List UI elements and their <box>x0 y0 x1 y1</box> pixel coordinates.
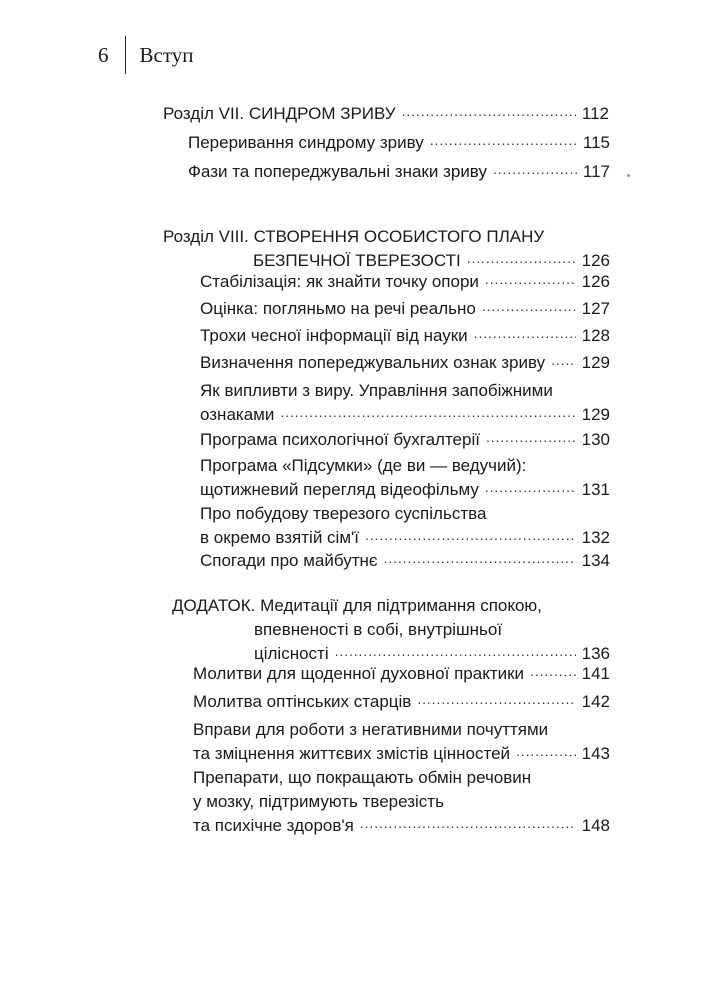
toc-item[interactable] <box>193 690 610 714</box>
running-title: Вступ <box>139 42 194 67</box>
page-number: 6 <box>98 42 109 67</box>
toc-page-number: 128 <box>581 326 610 345</box>
toc-page-number: 134 <box>581 551 610 570</box>
toc-title: Фази та попереджувальні знаки зриву <box>188 162 487 181</box>
toc-line <box>193 662 610 686</box>
toc-title: Оцінка: погляньмо на речі реально <box>200 299 476 318</box>
toc-title: Спогади про майбутнє <box>200 551 378 570</box>
toc-line <box>200 324 610 348</box>
toc-title: Розділ VII. СИНДРОМ ЗРИВУ <box>163 104 396 123</box>
toc-title: Стабілізація: як знайти точку опори <box>200 272 479 291</box>
dot-leader <box>551 348 576 372</box>
toc-page-number: 141 <box>581 664 610 683</box>
toc-page-number: 117 <box>582 162 610 181</box>
toc-line <box>193 814 610 838</box>
toc-title: БЕЗПЕЧНОЇ ТВЕРЕЗОСТІ <box>253 251 461 270</box>
dot-leader <box>485 267 576 291</box>
toc-page-number: 143 <box>581 744 610 763</box>
toc-line <box>193 690 610 714</box>
toc-title: Програма психологічної бухгалтерії <box>200 430 480 449</box>
toc-title: Визначення попереджувальних ознак зриву <box>200 353 546 372</box>
toc-item[interactable] <box>200 454 610 502</box>
toc-line <box>200 270 610 294</box>
toc-title: Трохи чесної інформації від науки <box>200 326 468 345</box>
dot-leader <box>474 321 576 345</box>
dot-leader <box>360 811 576 835</box>
toc-item[interactable] <box>200 428 610 452</box>
dot-leader <box>486 425 576 449</box>
toc-line <box>188 131 610 155</box>
toc-line <box>193 742 610 766</box>
toc-title-line: Як випливти з виру. Управління запобіжними <box>200 381 553 400</box>
dot-leader <box>280 400 575 424</box>
toc-line <box>200 478 610 502</box>
toc-item[interactable] <box>188 131 610 155</box>
toc-title: Переривання синдрому зриву <box>188 133 424 152</box>
toc-chapter-7[interactable] <box>163 102 609 126</box>
toc-line <box>200 549 610 573</box>
dot-leader <box>402 99 576 123</box>
toc-title: та психічне здоров'я <box>193 816 354 835</box>
toc-page-number: 126 <box>581 272 610 291</box>
toc-title-line: у мозку, підтримують тверезість <box>193 792 444 811</box>
toc-page-number: 136 <box>581 644 610 663</box>
toc-line <box>188 160 610 184</box>
toc-title: Молитва оптінських старців <box>193 692 412 711</box>
dot-leader <box>482 294 576 318</box>
toc-item[interactable] <box>200 502 610 550</box>
toc-line <box>200 403 610 427</box>
toc-page-number: 142 <box>581 692 610 711</box>
dot-leader <box>485 475 576 499</box>
toc-line <box>200 351 610 375</box>
toc-title: ознаками <box>200 405 275 424</box>
toc-page-number: 131 <box>581 480 610 499</box>
toc-item[interactable] <box>200 297 610 321</box>
toc-line <box>200 428 610 452</box>
dot-leader <box>530 659 576 683</box>
toc-item[interactable] <box>200 549 610 573</box>
toc-item[interactable] <box>200 324 610 348</box>
toc-title: в окремо взятій сім'ї <box>200 528 359 547</box>
toc-line <box>200 297 610 321</box>
toc-title: Молитви для щоденної духовної практики <box>193 664 525 683</box>
dot-leader <box>516 739 576 763</box>
toc-page-number: 112 <box>581 104 609 123</box>
toc-title-line: ДОДАТОК. Медитації для підтримання спокою, <box>172 596 542 615</box>
toc-item[interactable] <box>193 766 610 838</box>
toc-line <box>163 102 609 126</box>
toc-item[interactable] <box>200 379 610 427</box>
dot-leader <box>417 687 575 711</box>
toc-title: цілісності <box>254 644 329 663</box>
toc-page-number: 130 <box>581 430 610 449</box>
toc-title-line: Програма «Підсумки» (де ви — ведучий): <box>200 456 527 475</box>
toc-page-number: 132 <box>581 528 610 547</box>
toc-appendix[interactable] <box>172 594 610 666</box>
dot-leader <box>493 157 577 181</box>
toc-title-line: Препарати, що покращають обмін речовин <box>193 768 532 787</box>
toc-page-number: 126 <box>581 251 610 270</box>
toc-page-number: 127 <box>581 299 610 318</box>
toc-item[interactable] <box>193 662 610 686</box>
toc-page-number: 129 <box>581 405 610 424</box>
toc-item[interactable] <box>193 718 610 766</box>
toc-page-number: 129 <box>581 353 610 372</box>
dot-leader <box>430 128 577 152</box>
toc-title-line: впевненості в собі, внутрішньої <box>254 620 503 639</box>
toc-item[interactable] <box>200 351 610 375</box>
toc-title: та зміцнення життєвих змістів цінностей <box>193 744 511 763</box>
toc-page-number: 148 <box>581 816 610 835</box>
toc-title-line: Розділ VIII. СТВОРЕННЯ ОСОБИСТОГО ПЛАНУ <box>163 227 545 246</box>
toc-item[interactable] <box>200 270 610 294</box>
toc-title-line: Вправи для роботи з негативними почуттями <box>193 720 549 739</box>
toc-title-line: Про побудову тверезого суспільства <box>200 504 487 523</box>
dot-leader <box>365 523 576 547</box>
toc-item[interactable] <box>188 160 610 184</box>
toc-title: щотижневий перегляд відеофільму <box>200 480 479 499</box>
toc-chapter-8[interactable] <box>163 225 610 273</box>
dot-leader <box>384 546 576 570</box>
toc-page-number: 115 <box>582 133 610 152</box>
